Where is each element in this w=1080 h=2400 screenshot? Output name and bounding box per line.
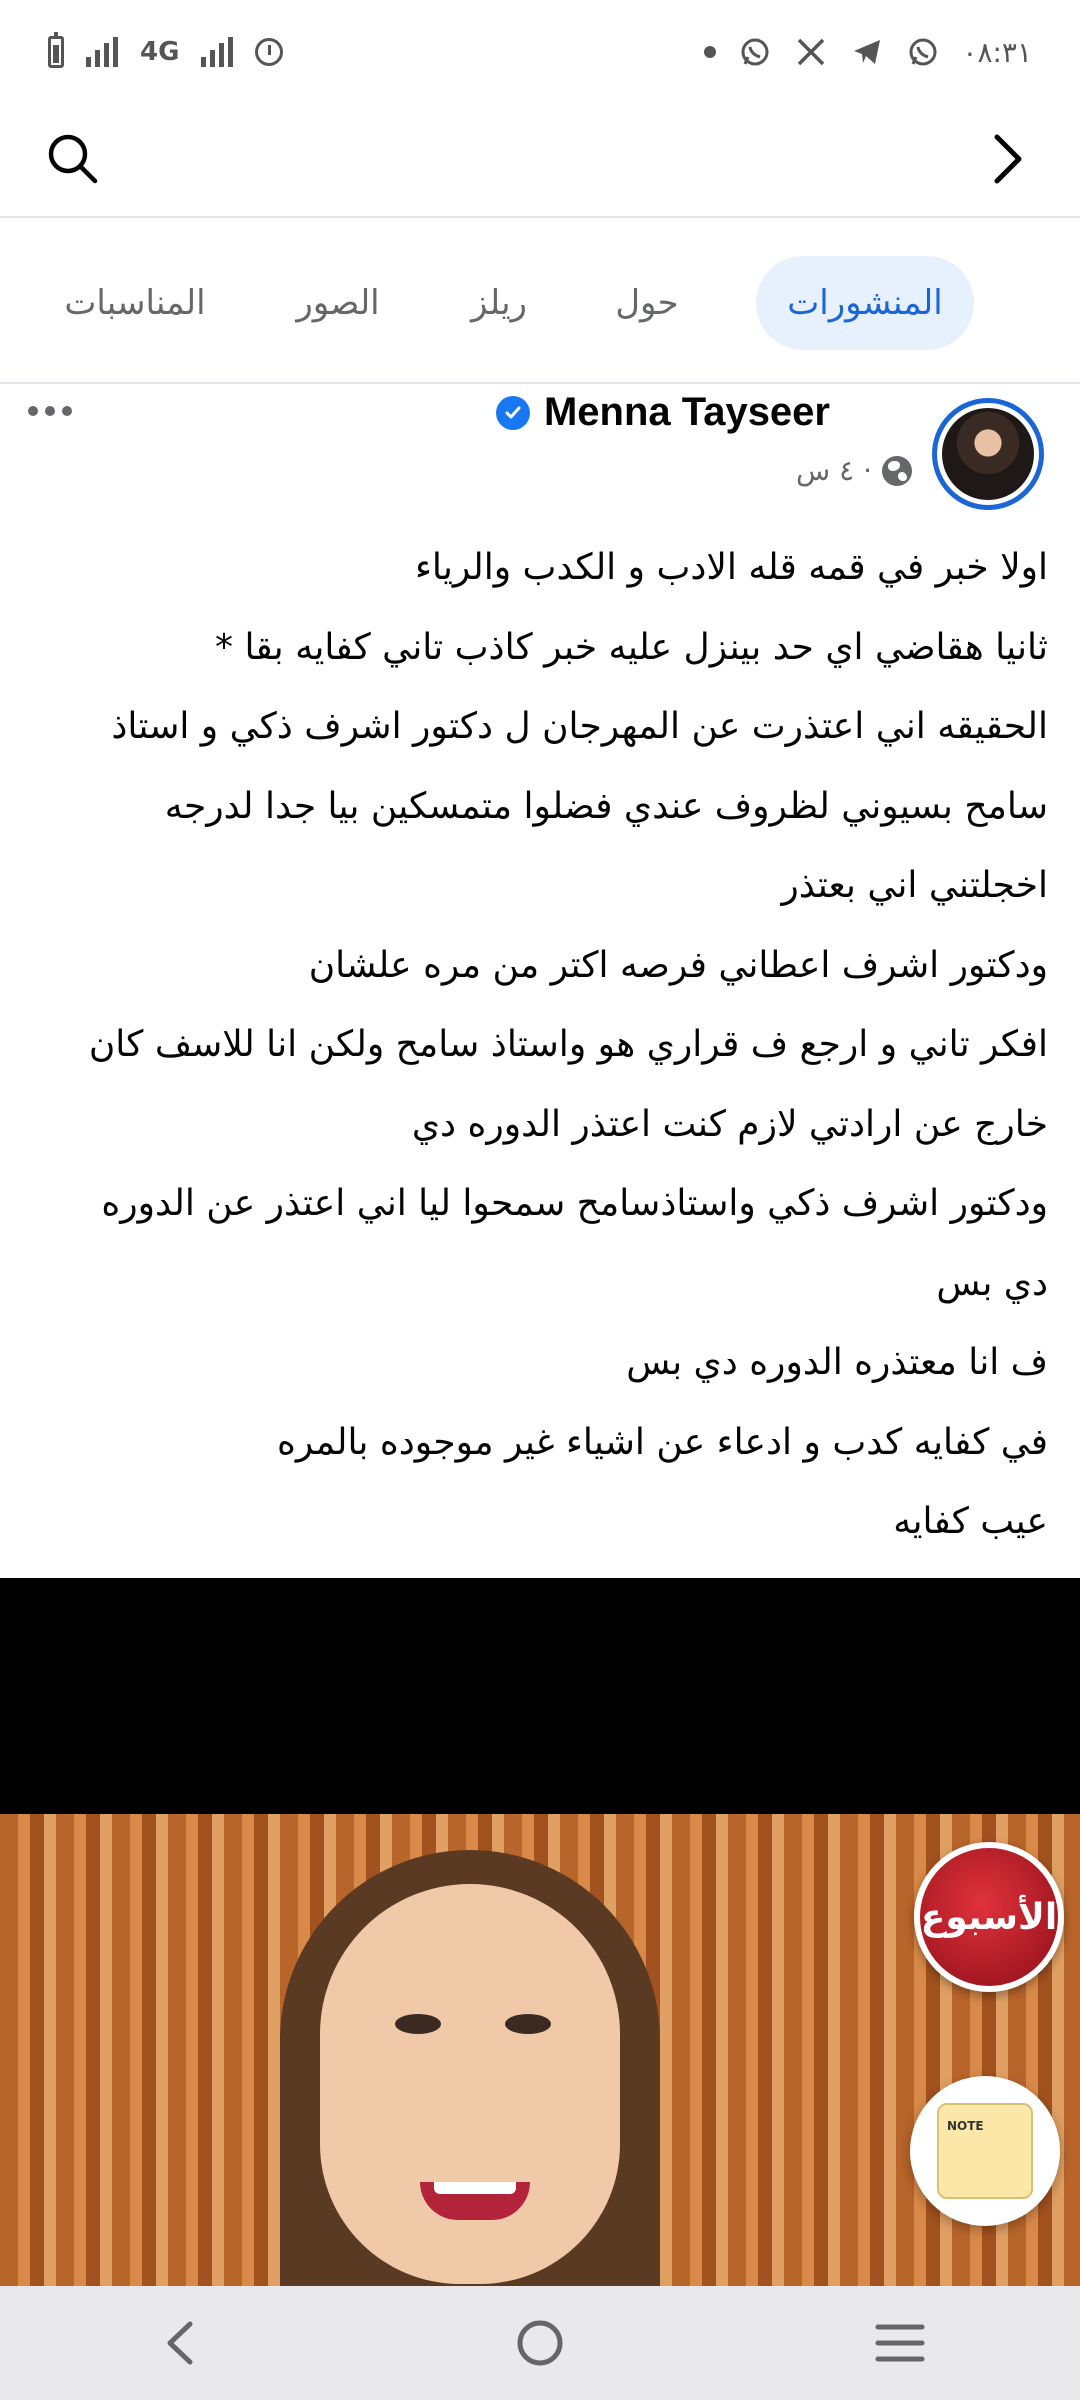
note-icon xyxy=(937,2103,1033,2199)
post-text xyxy=(18,528,1048,1562)
notification-dot-icon xyxy=(704,46,716,58)
tab-posts[interactable]: المنشورات xyxy=(756,256,974,350)
post-line: عيب كفايه xyxy=(893,1501,1048,1542)
post-line: اولا خبر في قمه قله الادب و الكدب والرياء xyxy=(414,547,1048,588)
verified-badge-icon xyxy=(496,396,530,430)
post-line: دي بس xyxy=(936,1262,1048,1304)
whatsapp-icon xyxy=(738,35,772,69)
post-photo[interactable] xyxy=(0,1814,1080,2286)
home-icon xyxy=(514,2317,566,2369)
tab-reels[interactable]: ريلز xyxy=(471,283,527,323)
telegram-icon xyxy=(850,35,884,69)
post-line: اخجلتني اني بعتذر xyxy=(781,865,1048,906)
back-icon xyxy=(160,2318,200,2368)
network-label: 4G xyxy=(140,37,180,67)
author-name[interactable]: Menna Tayseer xyxy=(543,390,830,434)
post-line: ف انا معتذره الدوره دي بس xyxy=(626,1342,1048,1383)
home-button[interactable] xyxy=(495,2298,585,2388)
recents-icon xyxy=(874,2321,926,2365)
post-line: افكر تاني و ارجع ف قراري هو واستاذ سامح ولكن انا للاسف كان xyxy=(88,1024,1048,1065)
post-line: ودكتور اشرف ذكي واستاذسامح سمحوا ليا اني اعتذر عن الدوره xyxy=(101,1183,1048,1224)
post-line: ثانيا هقاضي اي حد بينزل عليه خبر كاذب تاني كفايه بقا * xyxy=(215,626,1048,668)
note-button[interactable] xyxy=(910,2076,1060,2226)
post-meta xyxy=(796,454,912,487)
recents-button[interactable] xyxy=(855,2298,945,2388)
avatar[interactable] xyxy=(932,398,1044,510)
post-line: ودكتور اشرف اعطاني فرصه اكتر من مره علشان xyxy=(308,944,1048,986)
post-line: سامح بسيوني لظروف عندي فضلوا متمسكين بيا جدا لدرجه xyxy=(164,785,1048,827)
alarm-icon xyxy=(255,38,283,66)
post-media[interactable] xyxy=(0,1578,1080,2286)
post-line: الحقيقه اني اعتذرت عن المهرجان ل دكتور اشرف ذكي و استاذ xyxy=(111,706,1048,747)
battery-icon xyxy=(48,36,64,68)
search-icon xyxy=(45,131,101,187)
note-label: NOTE xyxy=(947,2119,984,2133)
post-time[interactable]: ٤ س · xyxy=(796,454,872,487)
news-logo-text: الأسبوع xyxy=(920,1896,1058,1938)
post-header xyxy=(0,384,1080,514)
post-line: خارج عن ارادتي لازم كنت اعتذر الدوره دي xyxy=(411,1103,1048,1145)
profile-tabs xyxy=(0,218,1080,384)
signal-icon-2 xyxy=(201,37,233,67)
tab-events[interactable]: المناسبات xyxy=(64,283,206,323)
status-bar xyxy=(0,0,1080,104)
more-options-button[interactable] xyxy=(28,406,72,416)
x-icon xyxy=(794,35,828,69)
globe-icon xyxy=(882,456,912,486)
signal-icon xyxy=(86,37,118,67)
author-row xyxy=(496,390,830,435)
whatsapp-icon-2 xyxy=(906,35,940,69)
forward-button[interactable] xyxy=(972,124,1042,194)
clock: ٠٨:٣١ xyxy=(962,35,1032,69)
tab-about[interactable]: حول xyxy=(615,283,679,323)
news-logo-badge xyxy=(914,1842,1064,1992)
search-button[interactable] xyxy=(38,124,108,194)
post-line: في كفايه كدب و ادعاء عن اشياء غير موجوده بالمره xyxy=(276,1421,1048,1463)
tab-photos[interactable]: الصور xyxy=(296,283,380,323)
back-button[interactable] xyxy=(135,2298,225,2388)
chevron-right-icon xyxy=(987,131,1027,187)
app-header xyxy=(0,104,1080,218)
system-nav-bar xyxy=(0,2286,1080,2400)
